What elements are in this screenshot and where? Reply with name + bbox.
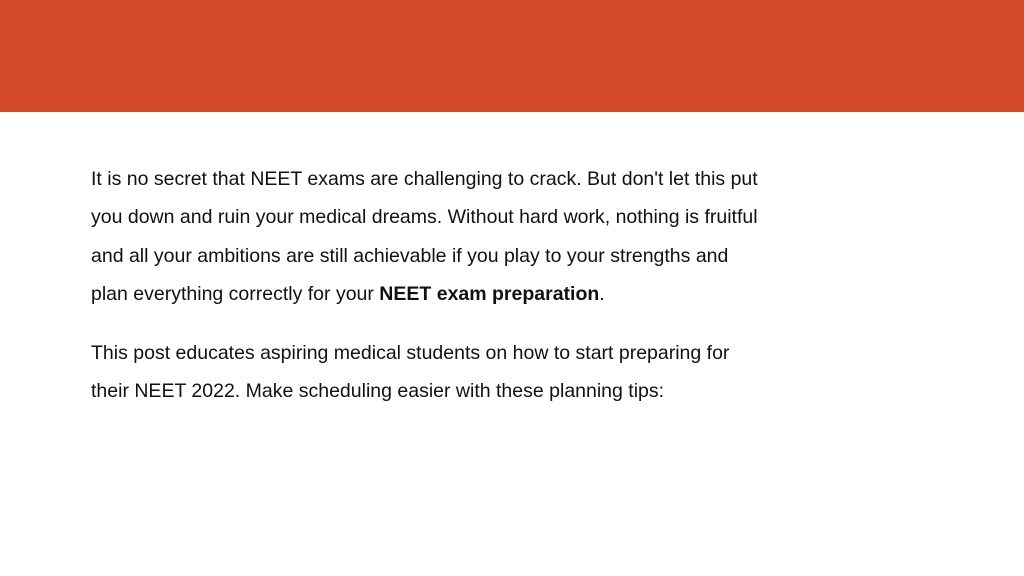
text-line: their NEET 2022. Make scheduling easier with these planning tips: xyxy=(91,380,665,403)
text-line: plan everything correctly for your xyxy=(91,282,380,305)
text-line: This post educates aspiring medical students on how to start preparing for xyxy=(91,342,730,365)
text-line: It is no secret that NEET exams are challenging to crack. But don't let this put xyxy=(91,168,758,190)
text-line: you down and ruin your medical dreams. Without hard work, nothing is fruitful xyxy=(91,206,758,229)
text-line-suffix: . xyxy=(599,282,605,305)
header-banner xyxy=(0,0,1024,112)
body-text xyxy=(91,160,831,411)
paragraph-intro xyxy=(91,160,831,313)
paragraph-tips-intro xyxy=(91,334,831,411)
bold-keyword: NEET exam preparation xyxy=(379,282,600,305)
text-line: and all your ambitions are still achievable if you play to your strengths and xyxy=(91,244,729,267)
